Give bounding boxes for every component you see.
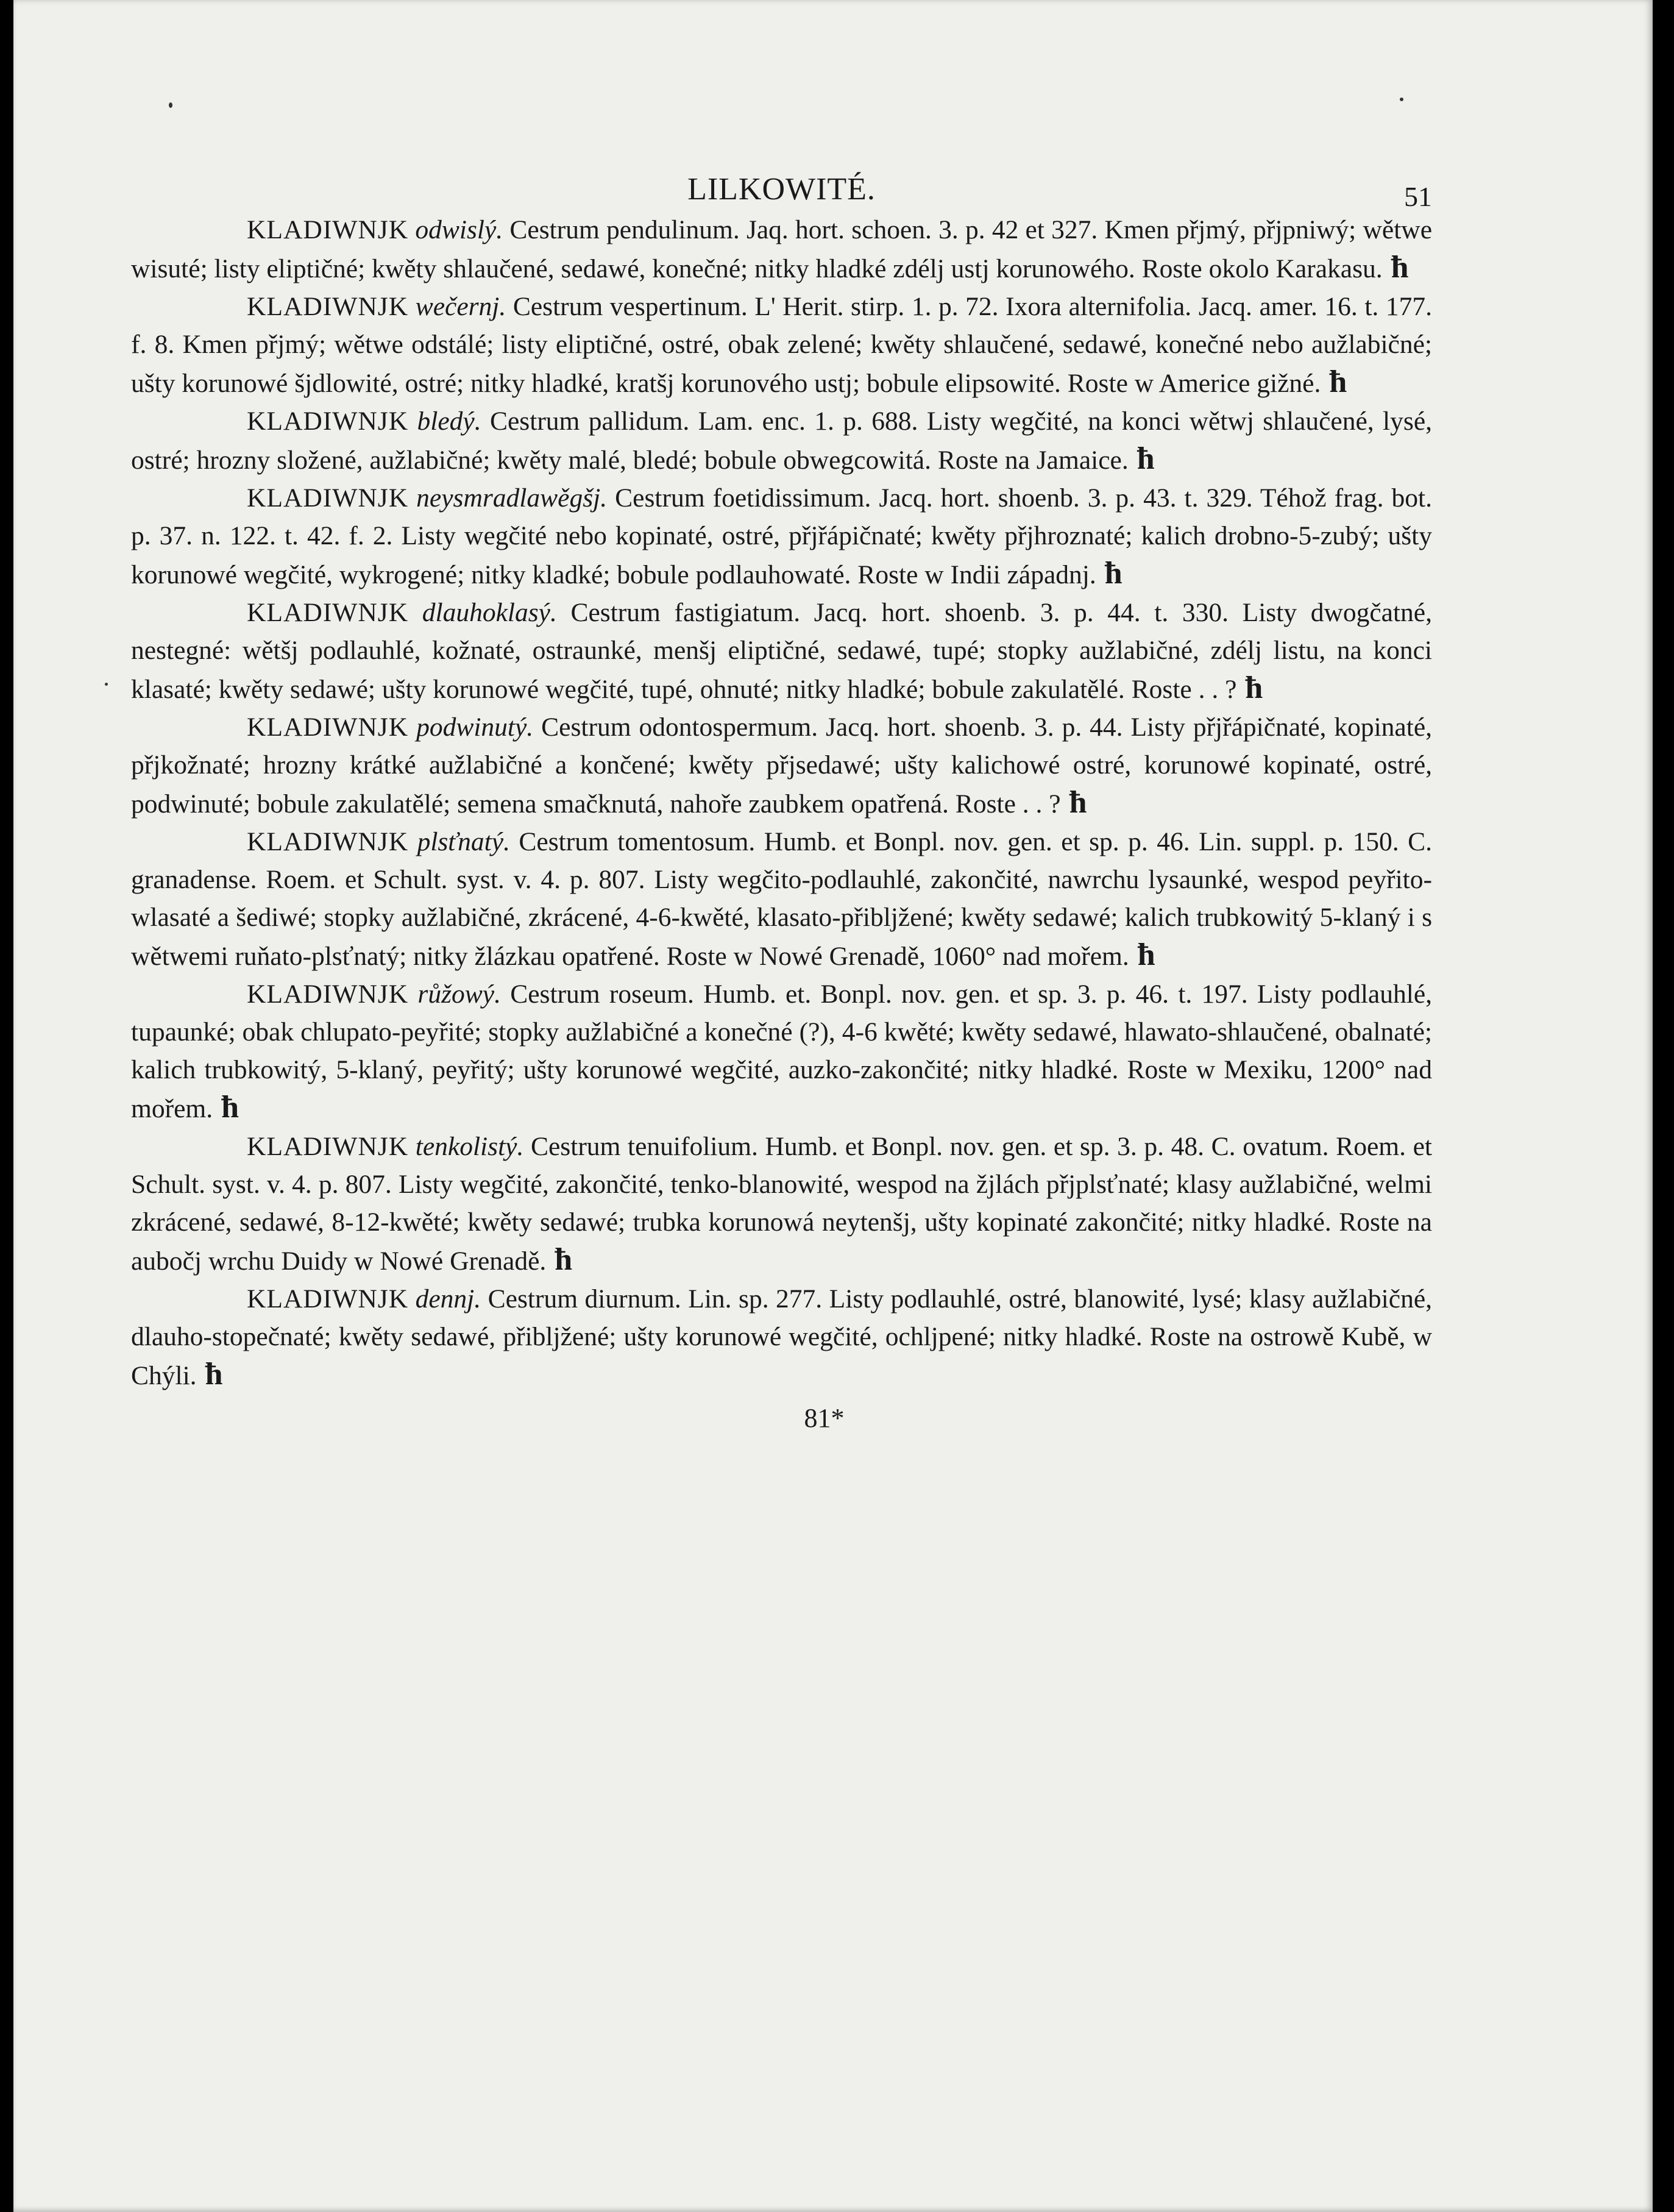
- botanical-entry: [131, 708, 1432, 823]
- entry-vernacular: odwislý.: [415, 215, 503, 244]
- entry-text: Cestrum fastigiatum. Jacq. hort. shoenb. 3. p. 44. t. 330. Listy dwogčatné, nestegné: wětšj podlauhlé, kožnaté, ostraunké, menšj eliptičné, sedawé, tupé; stopky aužlabičné, zdélj listu, na konci klasaté; kwěty sedawé; ušty korunowé wegčité, tupé, ohnuté; nitky hladké; bobule zakulatělé. Roste . . ?: [131, 598, 1432, 704]
- botanical-entry: [131, 823, 1432, 975]
- entry-list: [131, 211, 1432, 1395]
- entry-genus: KLADIWNJK: [247, 598, 409, 627]
- entry-genus: KLADIWNJK: [247, 1132, 409, 1161]
- saturn-symbol-icon: ħ: [555, 1242, 573, 1277]
- entry-text: Cestrum foetidissimum. Jacq. hort. shoenb. 3. p. 43. t. 329. Téhož frag. bot. p. 37. n. 122. t. 42. f. 2. Listy wegčité nebo kopinaté, ostré, přjřápičnaté; kwěty přjhroznaté; kalich drobno-5-zubý; ušty korunowé wegčité, wykrogené; nitky kladké; bobule podlauhowaté. Roste w Indii západnj.: [131, 483, 1433, 589]
- botanical-entry: [131, 288, 1432, 402]
- entry-genus: KLADIWNJK: [247, 215, 409, 244]
- entry-text: Cestrum tenuifolium. Humb. et Bonpl. nov. gen. et sp. 3. p. 48. C. ovatum. Roem. et Schult. syst. v. 4. p. 807. Listy wegčité, zakončité, tenko-blanowité, wespod na žjlách přjplsťnaté; klasy aužlabičné, welmi zkrácené, sedawé, 8-12-kwěté; kwěty sedawé; trubka korunowá neytenšj, ušty kopinaté zakončité; nitky hladké. Roste na aubočj wrchu Duidy w Nowé Grenadě.: [131, 1132, 1432, 1276]
- saturn-symbol-icon: ħ: [1104, 556, 1123, 591]
- saturn-symbol-icon: ħ: [1245, 670, 1263, 705]
- entry-vernacular: podwinutý.: [416, 713, 534, 742]
- botanical-entry: [131, 479, 1432, 594]
- entry-vernacular: růžowý.: [417, 980, 501, 1009]
- scan-speck: [169, 102, 172, 108]
- botanical-entry: [131, 594, 1432, 708]
- entry-text: Cestrum vespertinum. L' Herit. stirp. 1. p. 72. Ixora alternifolia. Jacq. amer. 16. t. 177. f. 8. Kmen přjmý; wětwe odstálé; listy eliptičné, ostré, obak zelené; kwěty shlaučené, sedawé, konečné nebo aužlabičné; ušty korunowé šjdlowité, ostré; nitky hladké, kratšj korunového ustj; bobule elipsowité. Roste w Americe gižné.: [131, 292, 1432, 398]
- document-page: [13, 0, 1653, 2212]
- entry-text: Cestrum odontospermum. Jacq. hort. shoenb. 3. p. 44. Listy přjřápičnaté, kopinaté, přjkožnaté; hrozny krátké aužlabičné a končené; kwěty přjsedawé; ušty kalichowé ostré, korunowé kopinaté, ostré, podwinuté; bobule zakulatělé; semena smačknutá, nahoře zaubkem opatřená. Roste . . ?: [131, 713, 1433, 819]
- entry-text: Cestrum tomentosum. Humb. et Bonpl. nov. gen. et sp. p. 46. Lin. suppl. p. 150. C. granadense. Roem. et Schult. syst. v. 4. p. 807. Listy wegčito-podlauhlé, zakončité, nawrchu lysaunké, wespod peyřito-wlasaté a šediwé; stopky aužlabičné, zkrácené, 4-6-kwěté, klasato-přibljžené; kwěty sedawé; kalich trubkowitý 5-klaný i s wětwemi ruňato-plsťnatý; nitky žlázkau opatřené. Roste w Nowé Grenadě, 1060° nad mořem.: [131, 827, 1433, 971]
- saturn-symbol-icon: ħ: [1329, 365, 1347, 399]
- entry-genus: KLADIWNJK: [247, 292, 409, 321]
- entry-genus: KLADIWNJK: [247, 1284, 409, 1314]
- saturn-symbol-icon: ħ: [221, 1090, 239, 1125]
- entry-vernacular: plsťnatý.: [417, 827, 510, 856]
- entry-genus: KLADIWNJK: [247, 980, 409, 1009]
- saturn-symbol-icon: ħ: [205, 1357, 223, 1392]
- scan-speck: [105, 683, 108, 686]
- page-number: 51: [1404, 181, 1432, 212]
- botanical-entry: [131, 1128, 1432, 1280]
- entry-text: Cestrum diurnum. Lin. sp. 277. Listy podlauhlé, ostré, blanowité, lysé; klasy aužlabičné, dlauho-stopečnaté; kwěty sedawé, přibljžené; ušty korunowé wegčité, ochljpené; nitky hladké. Roste na ostrowě Kubě, w Chýli.: [131, 1284, 1433, 1390]
- entry-text: Cestrum roseum. Humb. et. Bonpl. nov. gen. et sp. 3. p. 46. t. 197. Listy podlauhlé, tupaunké; obak chlupato-peyřité; stopky aužlabičné a konečné (?), 4-6 kwěté; kwěty sedawé, hlawato-shlaučené, obalnaté; kalich trubkowitý, 5-klaný, peyřitý; ušty korunowé wegčité, auzko-zakončité; nitky hladké. Roste w Mexiku, 1200° nad mořem.: [131, 980, 1433, 1123]
- scan-speck: [1400, 98, 1403, 101]
- saturn-symbol-icon: ħ: [1069, 785, 1087, 820]
- saturn-symbol-icon: ħ: [1137, 937, 1155, 972]
- signature-mark: 81*: [804, 1403, 845, 1433]
- entry-vernacular: neysmradlawěgšj.: [416, 483, 608, 513]
- botanical-entry: [131, 402, 1432, 479]
- entry-genus: KLADIWNJK: [247, 407, 409, 436]
- entry-text: Cestrum pendulinum. Jaq. hort. schoen. 3. p. 42 et 327. Kmen přjmý, přjpniwý; wětwe wisuté; listy eliptičné; kwěty shlaučené, sedawé, konečné; nitky hladké zdélj ustj korunowého. Roste okolo Karakasu.: [131, 215, 1432, 283]
- saturn-symbol-icon: ħ: [1391, 250, 1409, 285]
- entry-vernacular: bledý.: [417, 407, 481, 436]
- entry-text: Cestrum pallidum. Lam. enc. 1. p. 688. Listy wegčité, na konci wětwj shlaučené, lysé, ostré; hrozny složené, aužlabičné; kwěty malé, bledé; bobule obwegcowitá. Roste na Jamaice.: [131, 407, 1433, 475]
- botanical-entry: [131, 975, 1432, 1128]
- botanical-entry: [131, 211, 1432, 288]
- entry-genus: KLADIWNJK: [247, 483, 409, 513]
- running-header: [131, 160, 1432, 212]
- entry-genus: KLADIWNJK: [247, 713, 409, 742]
- botanical-entry: [131, 1280, 1432, 1395]
- page-content: [131, 160, 1432, 1437]
- entry-vernacular: wečernj.: [415, 292, 506, 321]
- entry-vernacular: tenkolistý.: [415, 1132, 524, 1161]
- entry-vernacular: dlauhoklasý.: [422, 598, 557, 627]
- saturn-symbol-icon: ħ: [1137, 441, 1155, 476]
- entry-genus: KLADIWNJK: [247, 827, 409, 856]
- entry-vernacular: dennj.: [415, 1284, 481, 1314]
- page-title: LILKOWITÉ.: [687, 172, 876, 207]
